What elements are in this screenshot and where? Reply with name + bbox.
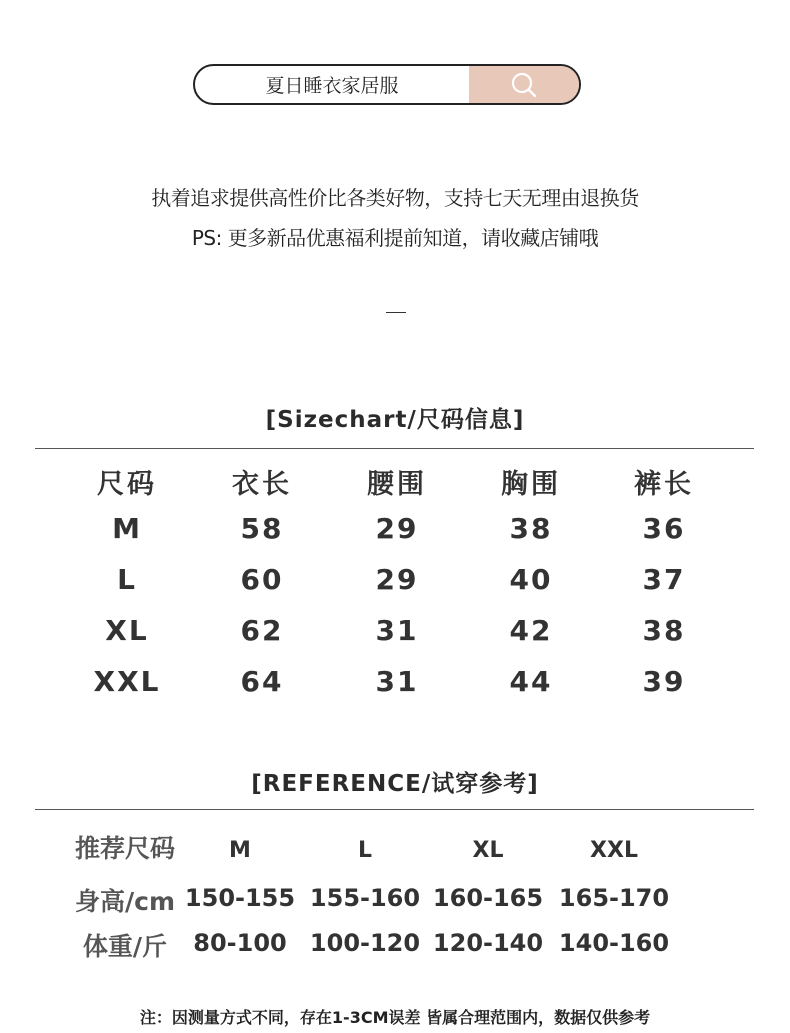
reference-row-label: 身高/cm — [74, 887, 176, 916]
sizechart-cell: 64 — [240, 665, 284, 698]
sizechart-cell: 39 — [642, 665, 686, 698]
reference-value-cell: 155-160 — [309, 884, 421, 912]
search-icon — [510, 71, 538, 99]
sizechart-header-cell: 衣长 — [232, 469, 292, 500]
sizechart-cell: XL — [105, 614, 149, 647]
reference-value-cell: 160-165 — [432, 884, 544, 912]
sizechart-cell: 29 — [375, 563, 419, 596]
sizechart-header-cell: 胸围 — [501, 469, 561, 500]
reference-size-cell: XL — [472, 838, 504, 863]
sizechart-header-cell: 裤长 — [634, 469, 694, 500]
reference-row-label: 体重/斤 — [82, 932, 168, 961]
sizechart-cell: 44 — [509, 665, 553, 698]
sizechart-cell: 37 — [642, 563, 686, 596]
sizechart-cell: M — [112, 512, 142, 545]
sizechart-cell: XXL — [93, 665, 161, 698]
sizechart-cell: 38 — [509, 512, 553, 545]
sizechart-title: [Sizechart/尺码信息] — [265, 407, 525, 433]
sizechart-cell: 42 — [509, 614, 553, 647]
reference-size-cell: M — [229, 838, 251, 863]
intro-line-2: PS: 更多新品优惠福利提前知道，请收藏店铺哦 — [191, 226, 599, 250]
search-bar — [193, 64, 581, 105]
reference-value-cell: 150-155 — [184, 884, 296, 912]
divider-dash — [386, 312, 406, 313]
reference-rule — [35, 809, 754, 810]
reference-size-cell: L — [357, 838, 373, 863]
intro-line-1: 执着追求提供高性价比各类好物，支持七天无理由退换货 — [151, 186, 639, 210]
sizechart-cell: 38 — [642, 614, 686, 647]
sizechart-cell: 58 — [240, 512, 284, 545]
measurement-note: 注：因测量方式不同，存在1-3CM误差 皆属合理范围内，数据仅供参考 — [139, 1008, 651, 1027]
reference-size-cell: XXL — [590, 838, 638, 863]
sizechart-cell: 40 — [509, 563, 553, 596]
search-button[interactable] — [469, 66, 579, 103]
reference-value-cell: 120-140 — [432, 929, 544, 957]
sizechart-cell: 60 — [240, 563, 284, 596]
reference-value-cell: 80-100 — [193, 929, 287, 957]
sizechart-header-cell: 尺码 — [97, 469, 157, 500]
sizechart-cell: L — [117, 563, 137, 596]
sizechart-header-cell: 腰围 — [367, 469, 427, 500]
sizechart-rule — [35, 448, 754, 449]
reference-value-cell: 140-160 — [558, 929, 670, 957]
reference-row-label: 推荐尺码 — [74, 834, 176, 863]
sizechart-cell: 31 — [375, 614, 419, 647]
reference-value-cell: 100-120 — [309, 929, 421, 957]
search-input[interactable]: 夏日睡衣家居服 — [265, 75, 399, 97]
reference-value-cell: 165-170 — [558, 884, 670, 912]
sizechart-cell: 29 — [375, 512, 419, 545]
sizechart-cell: 36 — [642, 512, 686, 545]
reference-title: [REFERENCE/试穿参考] — [251, 771, 539, 797]
sizechart-cell: 62 — [240, 614, 284, 647]
sizechart-cell: 31 — [375, 665, 419, 698]
